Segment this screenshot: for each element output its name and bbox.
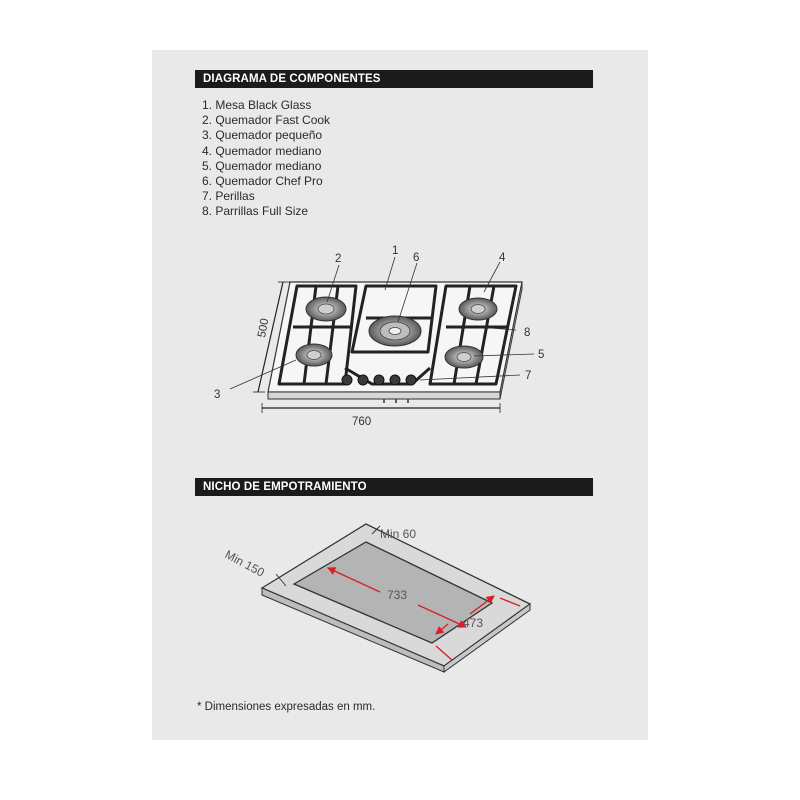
niche-section-title: NICHO DE EMPOTRAMIENTO bbox=[195, 478, 593, 496]
callout-3: 3 bbox=[214, 389, 221, 401]
component-item: 6. Quemador Chef Pro bbox=[202, 174, 323, 189]
min-side-label: Min 150 bbox=[222, 547, 267, 580]
callout-8: 8 bbox=[524, 327, 531, 339]
callout-7: 7 bbox=[525, 370, 532, 382]
component-item: 1. Mesa Black Glass bbox=[202, 98, 312, 112]
footnote: * Dimensiones expresadas en mm. bbox=[197, 701, 376, 713]
callout-2: 2 bbox=[335, 253, 342, 265]
components-section-title: DIAGRAMA DE COMPONENTES bbox=[195, 70, 593, 88]
callout-4: 4 bbox=[499, 252, 506, 264]
component-item: 3. Quemador pequeño bbox=[202, 128, 323, 143]
niche-depth-label: 473 bbox=[463, 616, 484, 630]
callout-5: 5 bbox=[538, 349, 545, 361]
component-item: 7. Perillas bbox=[202, 189, 255, 204]
component-item: 8. Parrillas Full Size bbox=[202, 204, 309, 219]
component-item: 4. Quemador mediano bbox=[202, 143, 322, 158]
component-item: 2. Quemador Fast Cook bbox=[202, 113, 331, 128]
depth-label: 500 bbox=[256, 317, 272, 339]
callout-1: 1 bbox=[392, 245, 399, 257]
callout-6: 6 bbox=[413, 252, 420, 264]
component-item: 5. Quemador mediano bbox=[202, 158, 322, 173]
min-top-label: Min 60 bbox=[380, 527, 417, 541]
niche-length-label: 733 bbox=[387, 588, 408, 602]
width-label: 760 bbox=[352, 416, 372, 428]
